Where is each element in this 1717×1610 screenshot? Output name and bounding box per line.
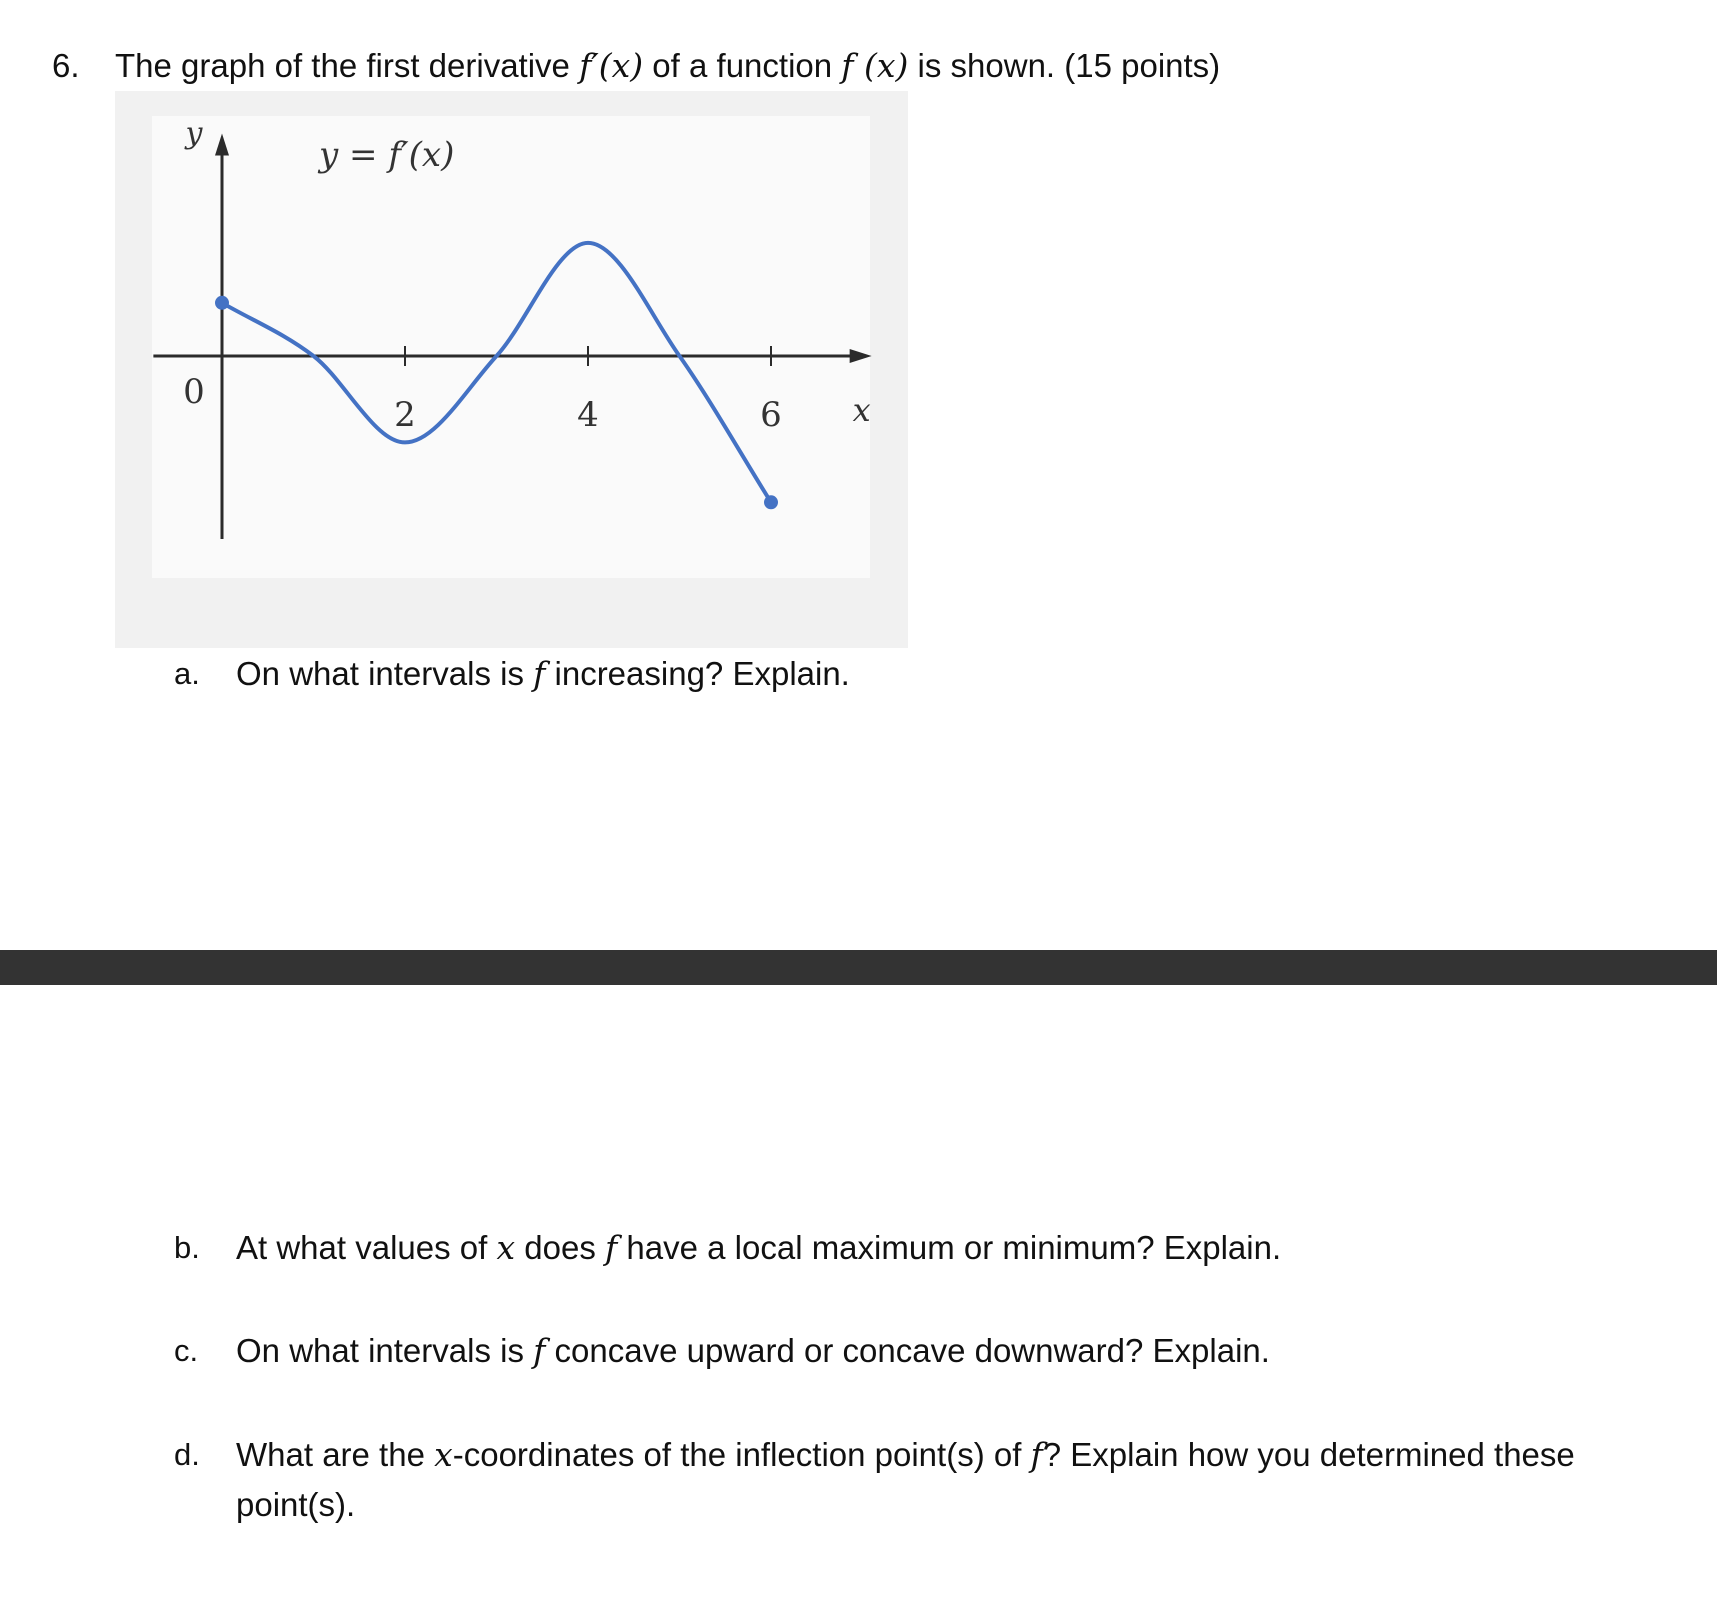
math-variable: f	[605, 1228, 618, 1267]
x-tick-label-6: 6	[760, 395, 782, 435]
x-tick-label-2: 2	[394, 395, 416, 435]
plot-background	[152, 116, 870, 578]
question-suffix: is shown. (15 points)	[908, 47, 1221, 84]
part-a-text	[236, 649, 1596, 699]
part-a-letter: a.	[174, 656, 200, 691]
text-segment: increasing? Explain.	[545, 655, 850, 692]
text-segment: ? Explain how you determined these point(s).	[236, 1436, 1575, 1523]
part-b-letter: b.	[174, 1230, 200, 1265]
part-c-letter: c.	[174, 1333, 199, 1368]
f-expression: f (x)	[841, 46, 909, 85]
endpoint-dot	[215, 296, 229, 310]
question-number: 6.	[52, 47, 80, 84]
math-variable: x	[496, 1228, 516, 1267]
endpoint-dot	[764, 495, 778, 509]
text-segment: have a local maximum or minimum? Explain.	[617, 1229, 1282, 1266]
text-segment: -coordinates of the inflection point(s) of	[452, 1436, 1031, 1473]
text-segment: On what intervals is	[236, 655, 534, 692]
y-axis-label: y	[185, 116, 203, 151]
text-segment: does	[515, 1229, 606, 1266]
text-segment: At what values of	[236, 1229, 497, 1266]
derivative-chart-svg	[115, 91, 908, 648]
math-variable: x	[434, 1435, 453, 1474]
math-variable: f	[1030, 1435, 1043, 1474]
question-prompt	[115, 44, 1220, 88]
part-c-text	[236, 1326, 1596, 1376]
text-segment: On what intervals is	[236, 1332, 534, 1369]
x-tick-label-4: 4	[577, 395, 599, 435]
section-divider	[0, 950, 1717, 985]
text-segment: concave upward or concave downward? Explain.	[545, 1332, 1270, 1369]
fprime-expression: f′(x)	[579, 46, 644, 85]
x-axis-label: x	[852, 391, 871, 429]
part-d-text	[236, 1430, 1596, 1530]
chart-title: y = f′(x)	[319, 135, 455, 175]
question-prefix: The graph of the first derivative	[115, 47, 580, 84]
math-variable: f	[533, 654, 546, 693]
question-middle: of a function	[643, 47, 842, 84]
derivative-graph	[115, 91, 908, 648]
math-variable: f	[533, 1331, 546, 1370]
text-segment: What are the	[236, 1436, 435, 1473]
part-b-text	[236, 1223, 1596, 1273]
origin-label: 0	[183, 372, 205, 412]
part-d-letter: d.	[174, 1437, 200, 1472]
